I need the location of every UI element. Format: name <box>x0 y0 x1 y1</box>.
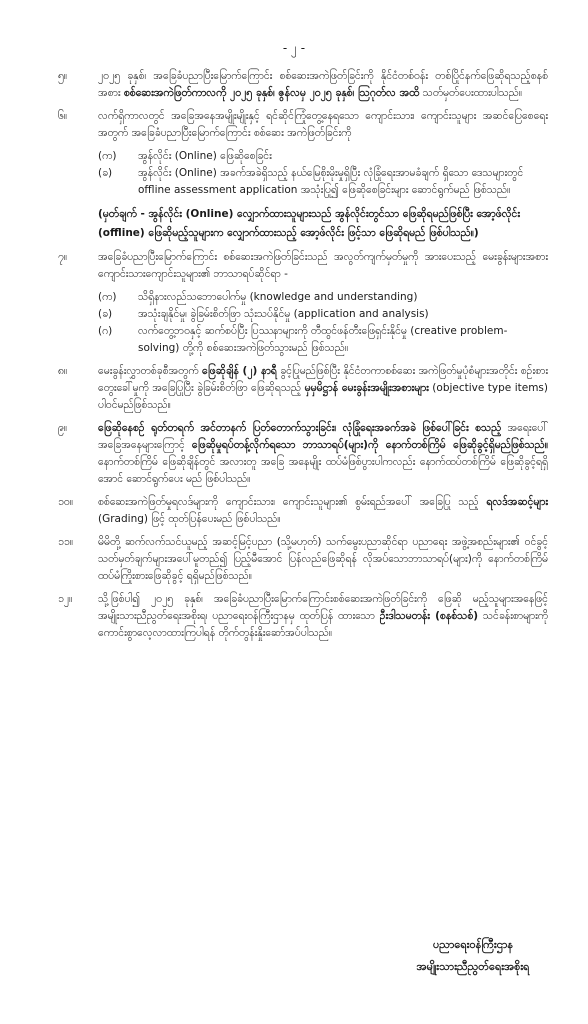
paragraph-number: ၁၀။ <box>58 496 73 508</box>
bold-text: ရလဒ်အဆင့်များ <box>486 496 548 508</box>
paragraph-5 <box>58 68 548 102</box>
list-item-text: အွန်လိုင်း (Online) အခက်အခဲရှိသည့် နယ်မြေစိုးမိုးမှုရှိပြီး လုံခြုံရေးအာမခံချက် ရှိသော ဒေသများတွင် offline assessment application အသုံးပြု၍ ဖြေဆိုစေခြင်းများ ဆောင်ရွက်မည် ဖြစ်သည်။ <box>138 167 524 196</box>
bold-text: ဦးဒါသမတန်း (စနစ်သစ်) <box>379 610 479 622</box>
bold-text: စစ်ဆေးအကဲဖြတ်ကာလကို ၂၀၂၅ ခုနှစ်၊ ဇွန်လမှ ၂၀၂၅ ခုနှစ်၊ ဩဂုတ်လ အထိ <box>123 87 420 99</box>
bold-text: ဖြေဆိုချိန် (၂) နာရီ <box>202 365 277 377</box>
paragraph-11 <box>58 534 548 585</box>
list-item <box>98 148 548 165</box>
paragraph-number: ၁၁။ <box>58 536 73 548</box>
list-item <box>98 323 548 357</box>
paragraph-text: နောက်တစ်ကြိမ် ဖြေဆိုချိန်တွင် အလားတူ အခြေ အနေမျိုး ထပ်မံဖြစ်ပွားပါကလည်း နောက်ထပ်တစ်ကြိမ် ဖြေဆိုခွင့်ရရှိအောင် ဆောင်ရွက်ပေး မည် ဖြစ်ပါသည်။ <box>98 456 548 485</box>
paragraph-text: မေးခွန်းလွှာတစ်ခုစီအတွက် <box>98 365 203 377</box>
list-item-text: လက်တွေ့ဘဝနှင့် ဆက်စပ်ပြီး ပြဿနာများကို တီထွင်ဖန်တီးဖြေရှင်းနိုင်မှု (creative problem-solving) တို့ကို စစ်ဆေးအကဲဖြတ်သွားမည် ဖြစ်သည်။ <box>138 325 508 354</box>
paragraph-10 <box>58 494 548 528</box>
paragraph-text: ခွင့်ပြုမည်ဖြစ်ပြီး နိုင်ငံတကာစစ်ဆေး အကဲဖြတ်မှုပုံစံများအတိုင်း စဉ်းစားတွေးခေါ်မှုကို အခြေပြုပြီး ခွဲခြမ်းစိတ်ဖြာ ဖြေဆိုရသည့် <box>98 365 549 394</box>
paragraph-6 <box>58 108 548 142</box>
note: (မှတ်ချက် - အွန်လိုင်း (Online) လျှောက်ထားသူများသည် အွန်လိုင်းတွင်သာ ဖြေဆိုရမည်ဖြစ်ပြီး အော့ဖ်လိုင်း (offline) ဖြေဆိုမည့်သူများက လျှောက်ထားသည့် အော့ဖ်လိုင်း ဖြင့်သာ ဖြေဆိုရမည် ဖြစ်ပါသည်။) <box>98 208 521 239</box>
paragraph-8 <box>58 363 548 414</box>
paragraph-text: အခြေခံပညာပြီးမြောက်ကြောင်း စစ်ဆေးအကဲဖြတ်ခြင်းသည် အလွတ်ကျက်မှတ်မှုကို အားပေးသည့် မေးခွန်းများအစား ကျောင်းသားကျောင်းသူများ၏ ဘာသာရပ်ဆိုင်ရာ - <box>98 251 548 280</box>
list-item <box>98 306 548 323</box>
paragraph-text: အရေးပေါ်အခြေအနေများကြောင့် <box>98 422 549 451</box>
paragraph-text: သို့ဖြစ်ပါ၍ ၂၀၂၅ ခုနှစ်၊ အခြေခံပညာပြီးမြောက်ကြောင်းစစ်ဆေးအကဲဖြတ်ခြင်းကို ဖြေဆို မည့်သူများအနေဖြင့် အမျိုးသားညီညွတ်ရေးအစိုးရ၊ ပညာရေးဝန်ကြီးဌာနမှ ထုတ်ပြန် ထားသော <box>98 593 548 622</box>
paragraph-number: ၇။ <box>58 251 68 263</box>
list-marker: (ခ) <box>98 308 113 320</box>
paragraph-number: ၈။ <box>58 365 68 377</box>
issuer-government: အမျိုးသားညီညွတ်ရေးအစိုးရ <box>416 960 530 973</box>
paragraph-text: မိမိတို့ ဆက်လက်သင်ယူမည့် အဆင့်မြင့်ပညာ (သို့မဟုတ်) သက်မွေးပညာဆိုင်ရာ ပညာရေး အဖွဲ့အစည်းများ၏ ဝင်ခွင့်သတ်မှတ်ချက်များအပေါ်မူတည်၍ ပြည့်မီအောင် ပြန်လည်ဖြေဆိုရန် လိုအပ်သောဘာသာရပ်(များ)ကို နောက်တစ်ကြိမ် ထပ်မံကြိုးစားဖြေဆိုခွင့် ရရှိမည်ဖြစ်သည်။ <box>98 536 548 582</box>
paragraph-7 <box>58 249 548 283</box>
paragraph-number: ၉။ <box>58 422 68 434</box>
paragraph-text: (objective type items) ပါဝင်မည်ဖြစ်သည်။ <box>98 382 548 411</box>
list-marker: (က) <box>98 150 117 162</box>
bold-text: ဖြေဆိုနေစဉ် ရုတ်တရက် အင်တာနက် ပြတ်တောက်သွားခြင်း၊ လုံခြုံရေးအခက်အခဲ ဖြစ်ပေါ်ခြင်း စသည့် <box>98 422 502 434</box>
paragraph-text: သတ်မှတ်ပေးထားပါသည်။ <box>419 87 523 99</box>
paragraph-number: ၆။ <box>58 110 68 122</box>
paragraph-text: (Grading) ဖြင့် ထုတ်ပြန်ပေးမည် ဖြစ်ပါသည်။ <box>98 513 281 525</box>
list-item <box>98 289 548 306</box>
list-item-text: သိရှိနားလည်သဘောပေါက်မှု (knowledge and understanding) <box>138 291 418 303</box>
paragraph-9 <box>58 420 548 488</box>
list-marker: (ခ) <box>98 167 113 179</box>
list-item-text: အွန်လိုင်း (Online) ဖြေဆိုစေခြင်း <box>138 150 272 162</box>
list-marker: (က) <box>98 291 117 303</box>
paragraph-number: ၅။ <box>58 70 68 82</box>
list-marker: (ဂ) <box>98 325 113 337</box>
paragraph-12 <box>58 591 548 642</box>
document-body <box>58 68 548 648</box>
issuer-ministry: ပညာရေးဝန်ကြီးဌာန <box>432 938 514 951</box>
list-item <box>98 165 548 199</box>
paragraph-text: သင်ခန်းစာများကို ကောင်းစွာလေ့လာထားကြပါရန် တိုက်တွန်းနှိုးဆော်အပ်ပါသည်။ <box>98 610 549 639</box>
paragraph-text: စစ်ဆေးအကဲဖြတ်မှုရလဒ်များကို ကျောင်းသား၊ ကျောင်းသူများ၏ စွမ်းရည်အပေါ် အခြေပြု သည့် <box>98 496 487 508</box>
bold-text: မှမှမိဋ္ဌာန် မေးခွန်းအမျိုးအစားများ <box>304 382 429 394</box>
paragraph-number: ၁၂။ <box>58 593 73 605</box>
signature-block <box>388 934 558 978</box>
page-number: - ၂ - <box>282 41 306 55</box>
paragraph-text: ၂၀၂၅ ခုနှစ်၊ အခြေခံပညာပြီးမြောက်ကြောင်း စစ်ဆေးအကဲဖြတ်ခြင်းကို နိုင်ငံတစ်ဝန်း တစ်ပြိုင်နက်ဖြေဆိုရသည့်စနစ်အစား <box>98 70 548 99</box>
bold-text: ဖြေဆိုမှုရပ်တန့်လိုက်ရသော ဘာသာရပ်(များ)ကို နောက်တစ်ကြိမ် ဖြေဆိုခွင့်ရှိမည်ဖြစ်သည်။ <box>191 439 548 451</box>
list-item-text: အသုံးချနိုင်မှု၊ ခွဲခြမ်းစိတ်ဖြာ သုံးသပ်နိုင်မှု (application and analysis) <box>138 308 429 320</box>
paragraph-text: လက်ရှိကာလတွင် အခြေအနေအမျိုးမျိုးနှင့် ရင်ဆိုင်ကြုံတွေ့နေရသော ကျောင်းသား၊ ကျောင်းသူများ အဆင်ပြေစေရေးအတွက် အခြေခံပညာပြီးမြောက်ကြောင်း စစ်ဆေး အကဲဖြတ်ခြင်းကို <box>98 110 548 139</box>
